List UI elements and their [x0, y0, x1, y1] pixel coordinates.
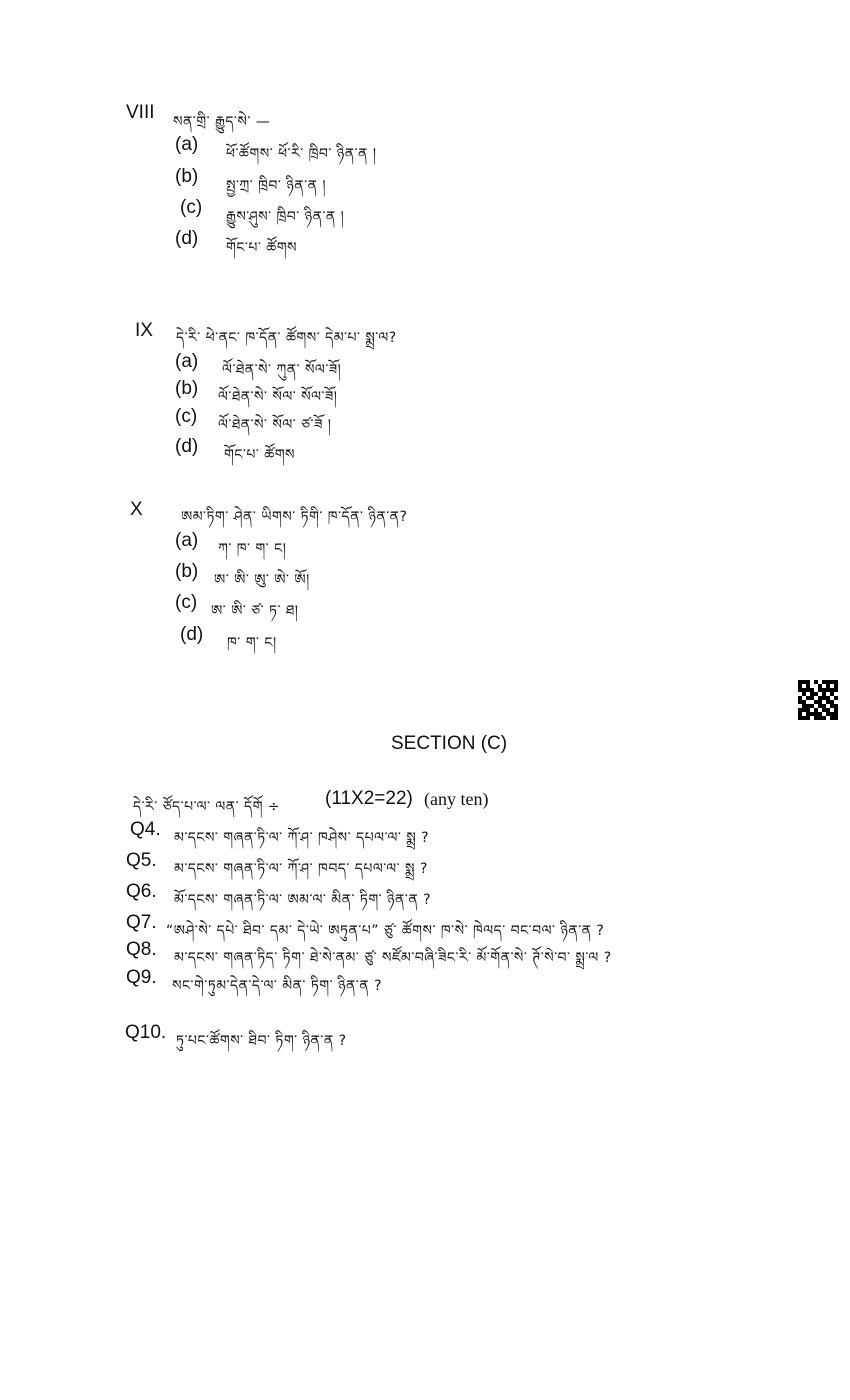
option-label: (c) [175, 406, 198, 427]
option-text: ཨ་ ཨི་ ཨུ་ ཨེ་ ཨོ། [214, 572, 310, 588]
option-text: སྤྱ་ཀྲ་ ཁྲིབ་ ཉིན་ན ། [226, 178, 326, 194]
option-label: (c) [175, 592, 198, 613]
option-label: (a) [175, 351, 199, 372]
option-text: ལོ་ཐེན་སེ་ སོལ་ ཙ་ཟོ ། [218, 417, 332, 433]
question-number: Q7. [126, 912, 157, 933]
question-number: Q8. [126, 939, 157, 960]
question-text: མ་དངས་ གཞན་ཏི་ལ་ ཀོ་ཤ་ ཁཤེས་ དཔལ་ལ་ སྨྲ ? [174, 830, 430, 846]
question-number: Q6. [126, 881, 157, 902]
any-ten-text: (any ten) [424, 789, 489, 809]
option-label: (b) [175, 561, 199, 582]
question-text: སང་གེ་ཏུམ་དེན་དེ་ལ་ མིན་ ཏིག་ ཉིན་ན ? [172, 978, 383, 994]
section-numeral: X [130, 499, 143, 520]
question-text: ཨམ་ཏིག་ ཤེན་ ཡིགས་ ཏིགི་ ཁ་དོན་ ཉིན་ན? [181, 509, 408, 525]
option-text: ལོ་ཐེན་སེ་ སོལ་ སོལ་ཟོ། [218, 389, 338, 405]
option-label: (b) [175, 378, 199, 399]
question-number: Q4. [130, 819, 161, 840]
instruction-text: དེ་རི་ ཙོད་པ་ལ་ ལན་ དོགོ ÷ [133, 799, 281, 815]
qr-code [798, 680, 838, 720]
option-text: གོང་པ་ ཚོགས [226, 240, 298, 256]
option-label: (a) [175, 134, 199, 155]
question-text: སན་གྲི་ རྒྱུད་སེ་ — [173, 114, 271, 130]
question-text: མོ་དངས་ གཞན་ཏི་ལ་ ཨམ་ལ་ མིན་ ཏིག་ ཉིན་ན ? [174, 892, 432, 908]
option-text: ཀ་ ཁ་ ག་ ང། [218, 541, 287, 557]
option-label: (d) [180, 624, 204, 645]
option-label: (d) [175, 228, 199, 249]
section-title: SECTION (C) [391, 733, 508, 754]
section-numeral: VIII [126, 102, 155, 123]
section-numeral: IX [135, 320, 153, 341]
marks-text: (11X2=22) [325, 788, 413, 809]
option-label: (b) [175, 166, 199, 187]
option-text: ཕོ་ཚོགས་ ཕོ་རི་ ཁྲིབ་ ཉིན་ན ། [226, 146, 377, 162]
question-text: “ཨཤེ་སེ་ དཔེ་ ཐིབ་ དམ་ དེ་ཡེ་ ཨཏུན་པ” ཙུ་ ཚོགས་ ཁ་སེ་ ཁེལད་ བང་བལ་ ཉིན་ན ? [166, 923, 605, 939]
question-number: Q9. [126, 967, 157, 988]
question-number: Q5. [126, 850, 157, 871]
option-label: (a) [175, 530, 199, 551]
question-text: ཏུ་པང་ཚོགས་ ཐིབ་ ཏིག་ ཉིན་ན ? [176, 1033, 347, 1049]
question-text: དེ་རི་ ཕེ་ནང་ ཁ་དོན་ ཚོགས་ དེམ་པ་ སྨྲ་ལ? [176, 330, 397, 346]
option-text: གོང་པ་ ཚོགས [224, 447, 296, 463]
option-text: རྒྱུས་ཤུས་ ཁྲིབ་ ཉིན་ན ། [226, 209, 345, 225]
question-number: Q10. [125, 1022, 167, 1043]
option-text: ཨ་ ཨི་ ཙ་ ཏ་ ཐ། [211, 603, 299, 619]
option-text: ཁ་ ག་ ང། [227, 635, 277, 651]
option-label: (d) [175, 436, 199, 457]
question-text: མ་དངས་ གཞན་ཏིད་ ཏིག་ ཐེ་སེ་ནམ་ ཙུ་ སཛོམ་བཞི་ཟིང་རི་ མོ་གོན་སེ་ ཊོ་སེ་བ་ སྨྲ་ལ ? [174, 950, 612, 966]
option-label: (c) [180, 197, 203, 218]
option-text: ལོ་ཐེན་སེ་ ཀུན་ སོལ་ཟོ། [222, 362, 342, 378]
question-text: མ་དངས་ གཞན་ཏི་ལ་ ཀོ་ཤ་ ཁབད་ དཔལ་ལ་ སྨྲ ? [174, 861, 428, 877]
